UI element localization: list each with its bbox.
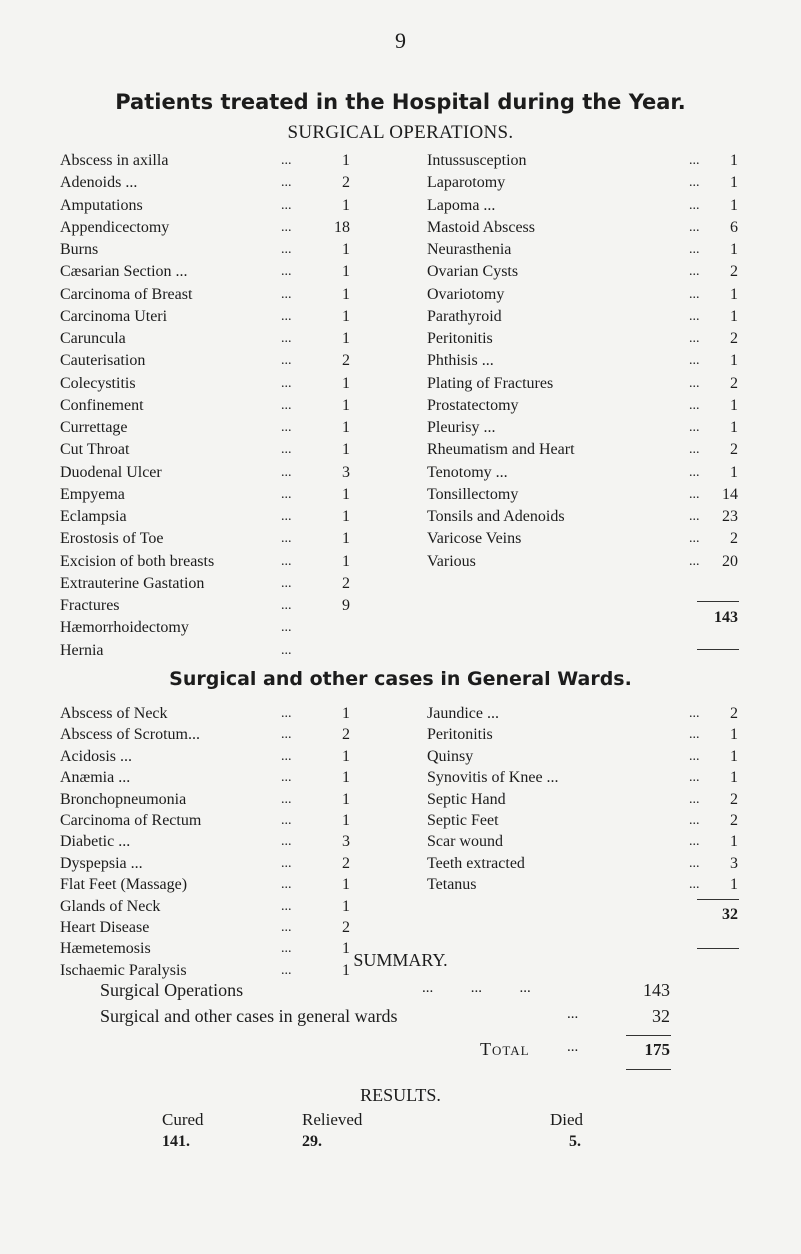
summary-row-label: Surgical Operations	[100, 980, 244, 1000]
operations-total-rule-bottom	[697, 649, 739, 650]
leader-dots: ...	[281, 553, 292, 569]
item-count: 2	[730, 705, 738, 722]
item-count: 1	[342, 552, 350, 570]
item-count: 2	[342, 918, 350, 936]
wards-total-rule-bottom	[697, 948, 739, 949]
leader-dots: ...	[281, 531, 292, 547]
item-name: Phthisis ...	[427, 352, 494, 370]
list-item	[60, 350, 365, 372]
list-item	[427, 703, 740, 724]
item-count: 2	[730, 790, 738, 808]
leader-dots: ...	[689, 219, 700, 235]
leader-dots: ...	[281, 919, 292, 935]
item-count: 1	[730, 241, 738, 258]
list-item	[60, 874, 365, 895]
leader-dots: ...	[689, 855, 700, 871]
list-item	[60, 172, 365, 194]
list-item	[427, 328, 740, 350]
summary-row-dots: ... ... ...	[422, 980, 531, 996]
list-item	[427, 874, 740, 895]
leader-dots: ...	[689, 331, 700, 346]
list-item	[427, 195, 740, 217]
leader-dots: ...	[689, 264, 700, 280]
item-count: 1	[342, 241, 350, 258]
leader-dots: ...	[281, 877, 292, 893]
item-name: Quinsy	[427, 747, 474, 765]
list-item	[427, 306, 740, 328]
item-name: Cæsarian Section ...	[60, 263, 188, 281]
item-name: Ovariotomy	[427, 285, 505, 303]
item-count: 3	[342, 833, 350, 851]
item-name: Appendicectomy	[60, 218, 170, 236]
leader-dots: ...	[689, 353, 700, 369]
summary-total-label: Total	[480, 1039, 530, 1059]
item-count: 2	[342, 854, 350, 872]
item-name: Parathyroid	[427, 307, 502, 325]
operations-right-column	[427, 150, 740, 573]
item-count: 1	[342, 285, 350, 303]
item-name: Tonsils and Adenoids	[427, 508, 565, 525]
item-name: Mastoid Abscess	[427, 218, 535, 236]
list-item	[427, 484, 740, 506]
item-count: 1	[342, 508, 350, 525]
item-name: Cut Throat	[60, 441, 130, 459]
item-count: 1	[342, 961, 350, 979]
surgical-operations-heading: SURGICAL OPERATIONS.	[287, 122, 514, 143]
item-count: 2	[730, 330, 738, 347]
item-count: 1	[730, 152, 738, 169]
item-count: 1	[342, 419, 350, 436]
item-count: 1	[342, 769, 350, 787]
list-item	[60, 703, 365, 724]
list-item	[60, 239, 365, 261]
list-item	[60, 528, 365, 550]
item-count: 1	[342, 790, 350, 808]
leader-dots: ...	[281, 420, 292, 435]
list-item	[60, 896, 365, 917]
item-count: 6	[730, 218, 738, 236]
item-name: Scar wound	[427, 833, 503, 851]
item-count: 1	[342, 747, 350, 765]
operations-total: 143	[714, 609, 738, 626]
died-value: 5.	[569, 1133, 581, 1150]
leader-dots: ...	[281, 219, 292, 235]
leader-dots: ...	[689, 509, 700, 524]
item-name: Peritonitis	[427, 330, 493, 347]
item-name: Septic Hand	[427, 790, 506, 808]
leader-dots: ...	[281, 575, 292, 591]
item-count: 1	[342, 307, 350, 325]
leader-dots: ...	[281, 855, 292, 871]
list-item	[60, 853, 365, 874]
item-name: Cauterisation	[60, 352, 146, 370]
item-count: 1	[342, 374, 350, 392]
leader-dots: ...	[281, 375, 292, 391]
item-name: Hernia	[60, 641, 104, 659]
leader-dots: ...	[281, 727, 292, 743]
leader-dots: ...	[281, 812, 292, 828]
cured-value: 141.	[162, 1133, 190, 1150]
wards-right-column	[427, 703, 740, 896]
leader-dots: ...	[281, 642, 292, 658]
item-count: 9	[342, 597, 350, 614]
list-item	[427, 239, 740, 261]
item-count: 1	[730, 174, 738, 192]
list-item	[60, 746, 365, 767]
item-name: Abscess of Neck	[60, 705, 168, 722]
item-name: Lapoma ...	[427, 196, 496, 214]
leader-dots: ...	[281, 834, 292, 850]
summary-row-value: 32	[652, 1006, 670, 1026]
wards-left-column	[60, 703, 365, 981]
list-item	[60, 573, 365, 595]
item-name: Ovarian Cysts	[427, 263, 519, 281]
item-name: Glands of Neck	[60, 897, 161, 915]
item-count: 1	[342, 705, 350, 722]
item-name: Burns	[60, 241, 99, 258]
summary-row-value: 143	[643, 980, 670, 1000]
item-count: 2	[342, 352, 350, 370]
leader-dots: ...	[689, 834, 700, 850]
item-name: Jaundice ...	[427, 705, 499, 722]
item-count: 1	[730, 285, 738, 303]
list-item	[60, 395, 365, 417]
item-count: 3	[730, 854, 738, 872]
list-item	[427, 528, 740, 550]
item-name: Currettage	[60, 419, 128, 436]
item-count: 3	[342, 463, 350, 481]
list-item	[427, 506, 740, 528]
item-name: Varicose Veins	[427, 530, 522, 548]
item-count: 1	[730, 769, 738, 787]
cured-label: Cured	[162, 1110, 204, 1129]
list-item	[427, 417, 740, 439]
leader-dots: ...	[281, 941, 292, 957]
list-item	[60, 595, 365, 617]
item-count: 2	[342, 726, 350, 744]
leader-dots: ...	[281, 242, 292, 257]
item-name: Hæmetemosis	[60, 940, 151, 958]
leader-dots: ...	[281, 442, 292, 458]
leader-dots: ...	[689, 727, 700, 743]
list-item	[60, 417, 365, 439]
leader-dots: ...	[281, 620, 292, 636]
item-name: Peritonitis	[427, 726, 493, 744]
item-name: Neurasthenia	[427, 241, 512, 258]
page-title: Patients treated in the Hospital during the Year.	[115, 90, 686, 114]
relieved-value: 29.	[302, 1133, 322, 1150]
item-count: 1	[730, 747, 738, 765]
item-name: Bronchopneumonia	[60, 790, 187, 808]
item-name: Flat Feet (Massage)	[60, 876, 188, 894]
list-item	[427, 439, 740, 461]
item-name: Plating of Fractures	[427, 374, 554, 392]
item-name: Adenoids ...	[60, 174, 138, 192]
item-name: Diabetic ...	[60, 833, 131, 851]
leader-dots: ...	[281, 286, 292, 302]
list-item	[427, 261, 740, 283]
item-count: 1	[730, 833, 738, 851]
summary-total-dots: ...	[567, 1039, 579, 1055]
item-name: Amputations	[60, 196, 143, 214]
operations-total-rule-top	[697, 601, 739, 602]
general-wards-heading: Surgical and other cases in General Wards.	[169, 668, 632, 690]
leader-dots: ...	[689, 770, 700, 786]
item-count: 2	[342, 174, 350, 192]
item-name: Extrauterine Gastation	[60, 574, 205, 592]
item-count: 2	[730, 530, 738, 548]
list-item	[60, 617, 365, 639]
leader-dots: ...	[689, 375, 700, 391]
list-item	[427, 373, 740, 395]
leader-dots: ...	[281, 175, 292, 191]
item-name: Rheumatism and Heart	[427, 441, 575, 459]
summary-total-rule-top	[626, 1035, 671, 1036]
list-item	[60, 328, 365, 350]
item-name: Ischaemic Paralysis	[60, 961, 187, 979]
leader-dots: ...	[281, 397, 292, 413]
item-count: 14	[722, 485, 738, 503]
list-item	[60, 306, 365, 328]
list-item	[427, 853, 740, 874]
item-count: 2	[730, 441, 738, 459]
summary-row-dots: ...	[567, 1006, 579, 1022]
leader-dots: ...	[281, 264, 292, 280]
list-item	[427, 767, 740, 788]
item-count: 1	[730, 352, 738, 370]
item-count: 2	[730, 263, 738, 281]
summary-heading: SUMMARY.	[353, 950, 448, 970]
item-name: Tonsillectomy	[427, 485, 519, 503]
item-name: Colecystitis	[60, 374, 136, 392]
item-name: Fractures	[60, 597, 120, 614]
list-item	[60, 506, 365, 528]
item-name: Empyema	[60, 485, 125, 503]
leader-dots: ...	[689, 286, 700, 302]
item-count: 1	[730, 196, 738, 214]
list-item	[427, 551, 740, 573]
item-name: Abscess in axilla	[60, 152, 169, 169]
list-item	[60, 640, 365, 662]
item-count: 1	[342, 485, 350, 503]
list-item	[427, 350, 740, 372]
list-item	[60, 484, 365, 506]
summary-total-rule-bottom	[626, 1069, 671, 1070]
item-name: Duodenal Ulcer	[60, 463, 162, 481]
list-item	[427, 831, 740, 852]
item-name: Tetanus	[427, 876, 477, 894]
list-item	[60, 284, 365, 306]
list-item	[60, 767, 365, 788]
results-heading: RESULTS.	[360, 1085, 441, 1105]
leader-dots: ...	[281, 197, 292, 213]
item-count: 1	[342, 441, 350, 459]
item-count: 1	[730, 463, 738, 481]
item-count: 1	[342, 396, 350, 414]
item-count: 1	[342, 897, 350, 915]
list-item	[60, 150, 365, 172]
leader-dots: ...	[689, 706, 700, 721]
item-name: Anæmia ...	[60, 769, 131, 787]
list-item	[427, 395, 740, 417]
item-count: 1	[342, 196, 350, 214]
leader-dots: ...	[281, 486, 292, 502]
list-item	[60, 831, 365, 852]
leader-dots: ...	[281, 308, 292, 324]
operations-left-column	[60, 150, 365, 662]
leader-dots: ...	[689, 397, 700, 413]
list-item	[427, 284, 740, 306]
item-count: 2	[730, 374, 738, 392]
item-count: 18	[334, 218, 350, 236]
list-item	[427, 150, 740, 172]
leader-dots: ...	[689, 420, 700, 435]
item-count: 1	[342, 530, 350, 548]
relieved-label: Relieved	[302, 1110, 363, 1129]
list-item	[60, 724, 365, 745]
item-name: Carcinoma of Rectum	[60, 811, 202, 829]
leader-dots: ...	[281, 962, 292, 978]
item-name: Prostatectomy	[427, 396, 519, 414]
leader-dots: ...	[689, 486, 700, 502]
leader-dots: ...	[689, 812, 700, 828]
list-item	[60, 810, 365, 831]
item-name: Caruncula	[60, 330, 126, 347]
leader-dots: ...	[281, 153, 292, 168]
item-count: 1	[730, 876, 738, 894]
leader-dots: ...	[689, 197, 700, 213]
item-count: 1	[342, 940, 350, 958]
item-count: 1	[730, 307, 738, 325]
list-item	[60, 551, 365, 573]
wards-total: 32	[722, 906, 738, 923]
list-item	[60, 195, 365, 217]
item-count: 23	[722, 508, 738, 525]
list-item	[60, 462, 365, 484]
leader-dots: ...	[281, 464, 292, 480]
item-count: 1	[342, 330, 350, 347]
wards-total-rule-top	[697, 899, 739, 900]
item-name: Intussusception	[427, 152, 527, 169]
leader-dots: ...	[281, 509, 292, 524]
item-name: Acidosis ...	[60, 747, 132, 765]
leader-dots: ...	[689, 531, 700, 547]
item-count: 1	[730, 419, 738, 436]
item-name: Pleurisy ...	[427, 419, 496, 436]
item-name: Erostosis of Toe	[60, 530, 164, 548]
item-count: 1	[342, 876, 350, 894]
item-name: Various	[427, 552, 476, 570]
leader-dots: ...	[281, 706, 292, 721]
page-number: 9	[395, 28, 406, 53]
leader-dots: ...	[689, 553, 700, 569]
list-item	[427, 462, 740, 484]
leader-dots: ...	[281, 791, 292, 807]
item-name: Excision of both breasts	[60, 552, 215, 570]
list-item	[427, 217, 740, 239]
leader-dots: ...	[689, 442, 700, 458]
item-name: Synovitis of Knee ...	[427, 769, 559, 787]
leader-dots: ...	[689, 175, 700, 191]
item-name: Eclampsia	[60, 508, 127, 525]
leader-dots: ...	[281, 598, 292, 613]
item-count: 1	[342, 152, 350, 169]
list-item	[427, 789, 740, 810]
item-name: Heart Disease	[60, 918, 150, 936]
died-label: Died	[550, 1110, 584, 1129]
list-item	[60, 439, 365, 461]
list-item	[60, 917, 365, 938]
leader-dots: ...	[281, 898, 292, 914]
leader-dots: ...	[689, 153, 700, 168]
item-name: Hæmorrhoidectomy	[60, 619, 189, 637]
list-item	[60, 789, 365, 810]
item-count: 1	[342, 811, 350, 829]
item-name: Abscess of Scrotum...	[60, 726, 200, 744]
list-item	[60, 261, 365, 283]
item-name: Dyspepsia ...	[60, 854, 143, 872]
leader-dots: ...	[689, 464, 700, 480]
item-name: Tenotomy ...	[427, 463, 508, 481]
item-name: Carcinoma Uteri	[60, 307, 168, 325]
leader-dots: ...	[689, 748, 700, 764]
item-name: Laparotomy	[427, 174, 506, 192]
leader-dots: ...	[281, 748, 292, 764]
leader-dots: ...	[281, 331, 292, 346]
item-count: 1	[730, 726, 738, 744]
item-count: 2	[342, 574, 350, 592]
list-item	[60, 217, 365, 239]
list-item	[427, 810, 740, 831]
list-item	[60, 373, 365, 395]
leader-dots: ...	[281, 770, 292, 786]
list-item	[427, 746, 740, 767]
leader-dots: ...	[281, 353, 292, 369]
list-item	[427, 172, 740, 194]
item-count: 1	[342, 263, 350, 281]
item-count: 2	[730, 811, 738, 829]
leader-dots: ...	[689, 242, 700, 257]
summary-total-value: 175	[644, 1040, 670, 1059]
leader-dots: ...	[689, 308, 700, 324]
item-name: Teeth extracted	[427, 854, 525, 872]
summary-row-label: Surgical and other cases in general wards	[100, 1006, 398, 1026]
leader-dots: ...	[689, 791, 700, 807]
item-name: Confinement	[60, 396, 144, 414]
item-name: Septic Feet	[427, 811, 499, 829]
list-item	[427, 724, 740, 745]
leader-dots: ...	[689, 877, 700, 893]
item-name: Carcinoma of Breast	[60, 285, 193, 303]
item-count: 20	[722, 552, 738, 570]
item-count: 1	[730, 396, 738, 414]
